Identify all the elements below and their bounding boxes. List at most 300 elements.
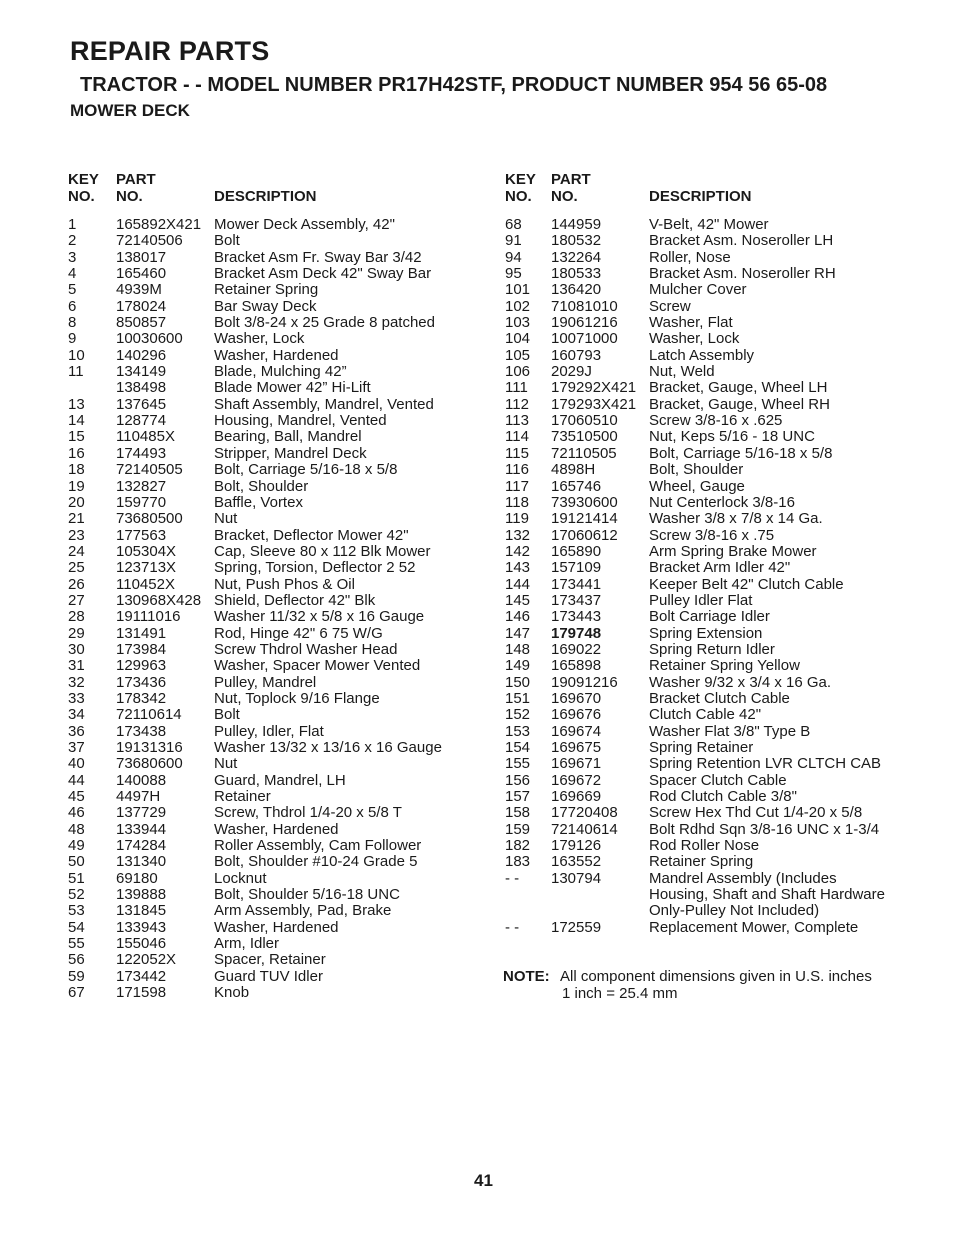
part-no: 169674: [551, 722, 602, 740]
key-no: 67: [68, 984, 85, 1002]
key-no: 32: [68, 673, 85, 691]
part-description: Retainer Spring: [649, 853, 754, 871]
part-no: 4497H: [116, 788, 161, 806]
part-description: Bearing, Ball, Mandrel: [214, 428, 362, 446]
part-no: 850857: [116, 314, 167, 332]
key-no: 34: [68, 706, 85, 724]
table-row: [68, 691, 498, 707]
part-description: Washer, Spacer Mower Vented: [214, 657, 421, 675]
part-no: 131491: [116, 624, 167, 642]
key-no: 2: [68, 232, 77, 250]
description-header: DESCRIPTION: [649, 188, 752, 205]
key-no: 154: [505, 739, 531, 756]
key-no: 5: [68, 281, 77, 299]
key-no: 18: [68, 461, 85, 479]
part-description: Screw 3/8-16 x .625: [649, 412, 783, 430]
key-no: 112: [505, 395, 529, 413]
part-no: 133944: [116, 820, 167, 838]
part-no: 174493: [116, 444, 167, 462]
part-description: Blade Mower 42” Hi-Lift: [214, 379, 371, 397]
table-row: [68, 282, 498, 298]
part-no: 131845: [116, 902, 167, 920]
key-no: 14: [68, 412, 85, 430]
table-row: [68, 479, 498, 495]
part-description: Cap, Sleeve 80 x 112 Blk Mower: [214, 542, 431, 560]
part-header: PART NO.: [551, 171, 591, 205]
part-no: 169675: [551, 739, 602, 756]
part-description: Baffle, Vortex: [214, 493, 303, 511]
table-row: [68, 936, 498, 952]
key-no: 31: [68, 657, 85, 675]
key-no: 132: [505, 526, 531, 544]
table-row: [505, 250, 905, 266]
key-no: 33: [68, 689, 85, 707]
part-description: Washer 3/8 x 7/8 x 14 Ga.: [649, 510, 823, 528]
table-row: [505, 577, 905, 593]
part-description: Arm Spring Brake Mower: [649, 542, 817, 560]
key-no: 114: [505, 428, 529, 446]
part-description: Washer, Lock: [214, 330, 305, 348]
part-description: Keeper Belt 42" Clutch Cable: [649, 575, 844, 593]
part-description: Bolt, Shoulder 5/16-18 UNC: [214, 886, 400, 904]
table-row: [68, 887, 498, 903]
table-row: [505, 413, 905, 429]
part-no: 169672: [551, 771, 602, 789]
table-row: [505, 756, 905, 772]
key-no: 111: [505, 379, 528, 397]
part-description: Nut, Push Phos & Oil: [214, 575, 355, 593]
key-no: 40: [68, 755, 85, 773]
table-row: [68, 511, 498, 527]
part-no: 180532: [551, 232, 602, 250]
key-no: 113: [505, 412, 529, 430]
part-no: 72140505: [116, 461, 183, 479]
part-description: Retainer: [214, 788, 271, 806]
key-no: 52: [68, 886, 85, 904]
part-no: 180533: [551, 265, 602, 283]
part-description: Washer 13/32 x 13/16 x 16 Gauge: [214, 739, 442, 756]
table-row: [68, 446, 498, 462]
table-row: [505, 887, 905, 903]
part-description: Nut Centerlock 3/8-16: [649, 493, 795, 511]
key-no: 119: [505, 510, 529, 528]
key-no: 159: [505, 820, 531, 838]
part-no: 2029J: [551, 363, 592, 381]
part-description: Wheel, Gauge: [649, 477, 745, 495]
part-no: 169669: [551, 788, 602, 806]
key-no: 27: [68, 591, 85, 609]
table-row: [505, 282, 905, 298]
note-line-2: 1 inch = 25.4 mm: [562, 984, 678, 1002]
part-description: Nut: [214, 510, 238, 528]
part-no: 128774: [116, 412, 167, 430]
key-no: 45: [68, 788, 85, 806]
key-no: 101: [505, 281, 531, 299]
table-row: [68, 903, 498, 919]
key-no: 118: [505, 493, 529, 511]
part-no: 163552: [551, 853, 602, 871]
part-description: Spring Extension: [649, 624, 763, 642]
table-row: [68, 756, 498, 772]
table-row: [68, 609, 498, 625]
part-no: 157109: [551, 559, 602, 577]
part-no: 72140506: [116, 232, 183, 250]
part-description: Washer, Lock: [649, 330, 740, 348]
key-no: 53: [68, 902, 85, 920]
key-no: 36: [68, 722, 85, 740]
part-no: 19091216: [551, 673, 618, 691]
part-no: 173437: [551, 591, 602, 609]
part-no: 122052X: [116, 951, 177, 969]
part-no: 19111016: [116, 608, 181, 626]
part-description: Bolt, Shoulder: [214, 477, 309, 495]
part-no: 179748: [551, 624, 602, 642]
part-no: 173438: [116, 722, 167, 740]
table-row: [505, 805, 905, 821]
part-no: 137729: [116, 804, 167, 822]
part-no: 173443: [551, 608, 602, 626]
key-no: 143: [505, 559, 531, 577]
part-description: Pulley, Idler, Flat: [214, 722, 324, 740]
key-no: 145: [505, 591, 531, 609]
table-row: [505, 479, 905, 495]
table-row: [505, 822, 905, 838]
key-no: 152: [505, 706, 531, 724]
table-row: [68, 348, 498, 364]
table-row: [68, 315, 498, 331]
part-no: 173436: [116, 673, 167, 691]
key-no: 105: [505, 346, 531, 364]
table-row: [505, 903, 905, 919]
table-row: [505, 266, 905, 282]
table-row: [68, 593, 498, 609]
table-row: [68, 331, 498, 347]
part-description: Washer, Flat: [649, 314, 733, 332]
part-no: 123713X: [116, 559, 177, 577]
part-no: 155046: [116, 935, 167, 953]
table-row: [68, 560, 498, 576]
table-row: [505, 544, 905, 560]
part-no: 169022: [551, 640, 602, 658]
table-row: [68, 773, 498, 789]
part-no: 177563: [116, 526, 167, 544]
key-no: 91: [505, 232, 522, 250]
table-row: [505, 838, 905, 854]
key-no: 68: [505, 216, 522, 233]
part-no: 136420: [551, 281, 602, 299]
table-row: [505, 675, 905, 691]
key-no: 157: [505, 788, 531, 806]
table-row: [68, 462, 498, 478]
parts-table-left: [68, 171, 498, 1002]
part-no: 140088: [116, 771, 167, 789]
table-row: [68, 642, 498, 658]
part-description: Retainer Spring: [214, 281, 319, 299]
key-no: 94: [505, 248, 522, 266]
table-row: [505, 871, 905, 887]
section-title: MOWER DECK: [70, 101, 190, 120]
table-row: [505, 560, 905, 576]
part-no: 160793: [551, 346, 602, 364]
part-no: 140296: [116, 346, 167, 364]
table-row: [68, 789, 498, 805]
part-description: Screw Hex Thd Cut 1/4-20 x 5/8: [649, 804, 863, 822]
table-row: [505, 740, 905, 756]
key-no: 1: [68, 216, 77, 233]
table-row: [68, 675, 498, 691]
key-no: 16: [68, 444, 85, 462]
key-no: 37: [68, 739, 85, 756]
table-row: [505, 789, 905, 805]
part-description: Mower Deck Assembly, 42": [214, 216, 395, 233]
key-no: 56: [68, 951, 85, 969]
table-row: [505, 364, 905, 380]
key-no: 59: [68, 967, 85, 985]
table-row: [505, 626, 905, 642]
part-no: 19121414: [551, 510, 618, 528]
part-no: 72110505: [551, 444, 617, 462]
key-no: 104: [505, 330, 531, 348]
table-row: [505, 217, 905, 233]
key-no: 9: [68, 330, 77, 348]
part-no: 165746: [551, 477, 602, 495]
key-no: 103: [505, 314, 531, 332]
key-no: - -: [505, 869, 520, 887]
part-no: 73680600: [116, 755, 183, 773]
table-row: [505, 348, 905, 364]
table-row: [505, 528, 905, 544]
part-description: Bolt 3/8-24 x 25 Grade 8 patched: [214, 314, 435, 332]
table-row: [68, 920, 498, 936]
parts-table-right: [505, 171, 905, 936]
part-no: 165890: [551, 542, 602, 560]
table-row: [505, 397, 905, 413]
table-row: [68, 217, 498, 233]
part-no: 173984: [116, 640, 167, 658]
key-no: 49: [68, 837, 85, 855]
table-row: [68, 822, 498, 838]
part-description: Mulcher Cover: [649, 281, 747, 299]
part-no: 110485X: [116, 428, 175, 446]
description-header: DESCRIPTION: [214, 188, 317, 205]
part-description: Spring Retainer: [649, 739, 754, 756]
part-no: 169676: [551, 706, 602, 724]
part-no: 172559: [551, 918, 602, 936]
part-no: 179292X421: [551, 379, 637, 397]
part-description: Bolt Rdhd Sqn 3/8-16 UNC x 1-3/4: [649, 820, 880, 838]
part-no: 178342: [116, 689, 167, 707]
key-no: 50: [68, 853, 85, 871]
key-no: 95: [505, 265, 522, 283]
part-description: Clutch Cable 42": [649, 706, 762, 724]
part-no: 139888: [116, 886, 167, 904]
part-no: 132264: [551, 248, 602, 266]
part-description: Nut, Keps 5/16 - 18 UNC: [649, 428, 815, 446]
part-no: 134149: [116, 363, 167, 381]
table-row: [505, 446, 905, 462]
key-no: 4: [68, 265, 77, 283]
table-row: [68, 871, 498, 887]
part-no: 130968X428: [116, 591, 202, 609]
table-row: [68, 626, 498, 642]
part-no: 174284: [116, 837, 167, 855]
part-description: Housing, Shaft and Shaft Hardware: [649, 886, 885, 904]
part-no: 72140614: [551, 820, 618, 838]
key-no: 144: [505, 575, 531, 593]
table-row: [505, 773, 905, 789]
table-row: [68, 299, 498, 315]
part-no: 71081010: [551, 297, 618, 315]
key-no: 6: [68, 297, 77, 315]
table-row: [505, 299, 905, 315]
part-no: 69180: [116, 869, 158, 887]
part-description: Housing, Mandrel, Vented: [214, 412, 387, 430]
part-no: 19131316: [116, 739, 183, 756]
part-description: Blade, Mulching 42”: [214, 363, 347, 381]
part-description: Screw: [649, 297, 691, 315]
table-row: [505, 429, 905, 445]
table-row: [68, 380, 498, 396]
part-description: Washer, Hardened: [214, 820, 339, 838]
part-description: Latch Assembly: [649, 346, 755, 364]
table-row: [68, 495, 498, 511]
key-header: KEY NO.: [68, 171, 99, 205]
table-row: [505, 658, 905, 674]
part-description: Spacer, Retainer: [214, 951, 326, 969]
part-description: Screw, Thdrol 1/4-20 x 5/8 T: [214, 804, 402, 822]
key-no: 25: [68, 559, 85, 577]
part-description: Washer 11/32 x 5/8 x 16 Gauge: [214, 608, 425, 626]
part-description: Pulley, Mandrel: [214, 673, 317, 691]
table-row: [505, 380, 905, 396]
part-description: Bracket Asm Fr. Sway Bar 3/42: [214, 248, 422, 266]
table-row: [68, 707, 498, 723]
part-no: 10030600: [116, 330, 183, 348]
part-description: Pulley Idler Flat: [649, 591, 753, 609]
part-no: 73680500: [116, 510, 183, 528]
key-no: 46: [68, 804, 85, 822]
part-description: Nut, Toplock 9/16 Flange: [214, 689, 380, 707]
key-no: 10: [68, 346, 85, 364]
part-no: 130794: [551, 869, 602, 887]
part-description: Washer 9/32 x 3/4 x 16 Ga.: [649, 673, 832, 691]
part-no: 110452X: [116, 575, 175, 593]
table-row: [68, 413, 498, 429]
table-row: [68, 724, 498, 740]
part-description: Roller, Nose: [649, 248, 731, 266]
part-no: 73510500: [551, 428, 618, 446]
part-description: Bolt Carriage Idler: [649, 608, 770, 626]
part-description: Arm Assembly, Pad, Brake: [214, 902, 392, 920]
key-header: KEY NO.: [505, 171, 536, 205]
key-no: 20: [68, 493, 85, 511]
key-no: 183: [505, 853, 531, 871]
part-description: Rod Clutch Cable 3/8": [649, 788, 797, 806]
part-no: 137645: [116, 395, 167, 413]
key-no: 102: [505, 297, 531, 315]
part-no: 17720408: [551, 804, 618, 822]
key-no: 8: [68, 314, 77, 332]
part-no: 73930600: [551, 493, 618, 511]
table-row: [68, 952, 498, 968]
key-no: 26: [68, 575, 85, 593]
key-no: 182: [505, 837, 531, 855]
key-no: 24: [68, 542, 85, 560]
table-row: [68, 854, 498, 870]
key-no: 117: [505, 477, 529, 495]
table-row: [505, 233, 905, 249]
parts-list: [68, 217, 498, 1002]
key-no: 19: [68, 477, 85, 495]
table-row: [505, 331, 905, 347]
part-description: Spring Return Idler: [649, 640, 775, 658]
part-no: 4939M: [116, 281, 162, 299]
key-no: - -: [505, 918, 520, 936]
part-no: 178024: [116, 297, 167, 315]
part-no: 131340: [116, 853, 167, 871]
key-no: 15: [68, 428, 85, 446]
part-description: Bracket Asm Deck 42" Sway Bar: [214, 265, 432, 283]
key-no: 115: [505, 444, 529, 462]
table-row: [505, 707, 905, 723]
part-no: 19061216: [551, 314, 618, 332]
part-description: Screw 3/8-16 x .75: [649, 526, 775, 544]
part-no: 165892X421: [116, 216, 202, 233]
table-row: [68, 429, 498, 445]
table-row: [68, 838, 498, 854]
table-row: [505, 691, 905, 707]
key-no: 21: [68, 510, 85, 528]
key-no: 54: [68, 918, 85, 936]
part-description: Replacement Mower, Complete: [649, 918, 859, 936]
key-no: 151: [505, 689, 531, 707]
key-no: 158: [505, 804, 531, 822]
part-no: 105304X: [116, 542, 177, 560]
table-row: [505, 462, 905, 478]
table-row: [68, 528, 498, 544]
key-no: 13: [68, 395, 85, 413]
key-no: 156: [505, 771, 531, 789]
key-no: 30: [68, 640, 85, 658]
part-description: Only-Pulley Not Included): [649, 902, 820, 920]
page-number: 41: [474, 1171, 493, 1190]
part-description: Bolt: [214, 232, 240, 250]
part-description: Bracket, Deflector Mower 42": [214, 526, 409, 544]
table-row: [68, 658, 498, 674]
part-description: Washer Flat 3/8" Type B: [649, 722, 811, 740]
key-no: 147: [505, 624, 531, 642]
table-row: [505, 495, 905, 511]
note-line-1: All component dimensions given in U.S. inches: [560, 968, 872, 985]
part-description: Bracket, Gauge, Wheel LH: [649, 379, 828, 397]
key-no: 149: [505, 657, 531, 675]
table-row: [505, 609, 905, 625]
table-row: [68, 805, 498, 821]
part-description: Bolt, Carriage 5/16-18 x 5/8: [649, 444, 833, 462]
part-no: 138498: [116, 379, 167, 397]
table-row: [505, 315, 905, 331]
part-no: 132827: [116, 477, 167, 495]
key-no: 148: [505, 640, 531, 658]
part-no: 159770: [116, 493, 167, 511]
key-no: 3: [68, 248, 77, 266]
part-description: Bracket, Gauge, Wheel RH: [649, 395, 830, 413]
key-no: 51: [68, 869, 85, 887]
part-description: Washer, Hardened: [214, 346, 339, 364]
table-row: [68, 985, 498, 1001]
part-no: 165898: [551, 657, 602, 675]
table-row: [68, 250, 498, 266]
